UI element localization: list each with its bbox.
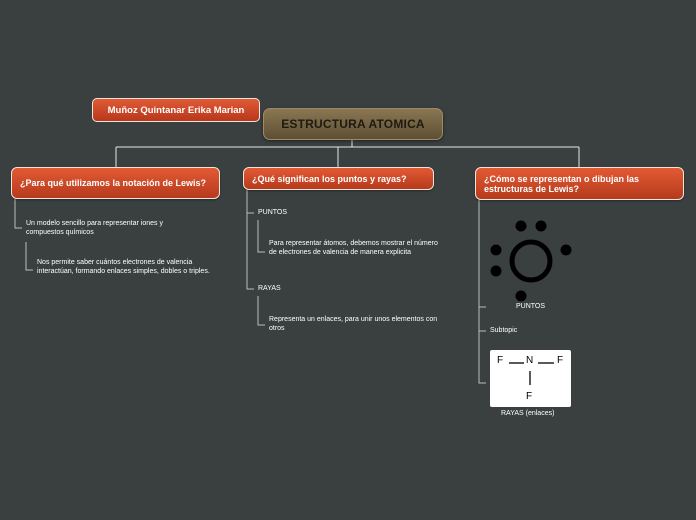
atom-label: F <box>526 391 533 402</box>
subtopic-rayas[interactable]: RAYAS <box>258 285 281 292</box>
branch-item-text[interactable]: Un modelo sencillo para representar iones y compuestos químicos <box>26 220 163 236</box>
author-node[interactable] <box>92 98 260 122</box>
branch-title: ¿Cómo se representan o dibujan las estructuras de Lewis? <box>484 173 640 194</box>
branch-item-text[interactable]: Nos permite saber cuántos electrones de valencia interactúan, formando enlaces simples, dobles o triples. <box>37 259 210 275</box>
central-topic[interactable] <box>263 108 443 140</box>
atom-label: F <box>557 355 564 366</box>
subtopic-detail-text[interactable]: Para representar átomos, debemos mostrar el número de electrones de valencia de manera explicita <box>269 240 438 256</box>
subtopic-puntos[interactable]: PUNTOS <box>258 209 288 216</box>
subtopic-placeholder[interactable]: Subtopic <box>490 327 518 334</box>
image-caption-rayas: RAYAS (enlaces) <box>501 410 555 417</box>
branch-title: ¿Para qué utilizamos la notación de Lewis? <box>20 178 207 188</box>
author-label: Muñoz Quintanar Erika Marian <box>107 104 245 116</box>
branch-how-to-draw-lewis[interactable] <box>475 167 684 200</box>
lewis-dot-oxygen-image[interactable] <box>486 214 576 304</box>
atom-label: N <box>526 355 534 366</box>
atom-label: F <box>497 355 504 366</box>
image-caption-puntos: PUNTOS <box>516 303 546 310</box>
lewis-bond-nf3-image[interactable] <box>490 350 571 407</box>
branch-lewis-notation-purpose[interactable] <box>11 167 220 199</box>
subtopic-detail-text[interactable]: Representa un enlaces, para unir unos elementos con otros <box>269 316 438 332</box>
central-topic-label: ESTRUCTURA ATOMICA <box>281 117 425 131</box>
branch-title: ¿Qué significan los puntos y rayas? <box>252 173 407 184</box>
branch-dots-and-lines-meaning[interactable] <box>243 167 434 190</box>
